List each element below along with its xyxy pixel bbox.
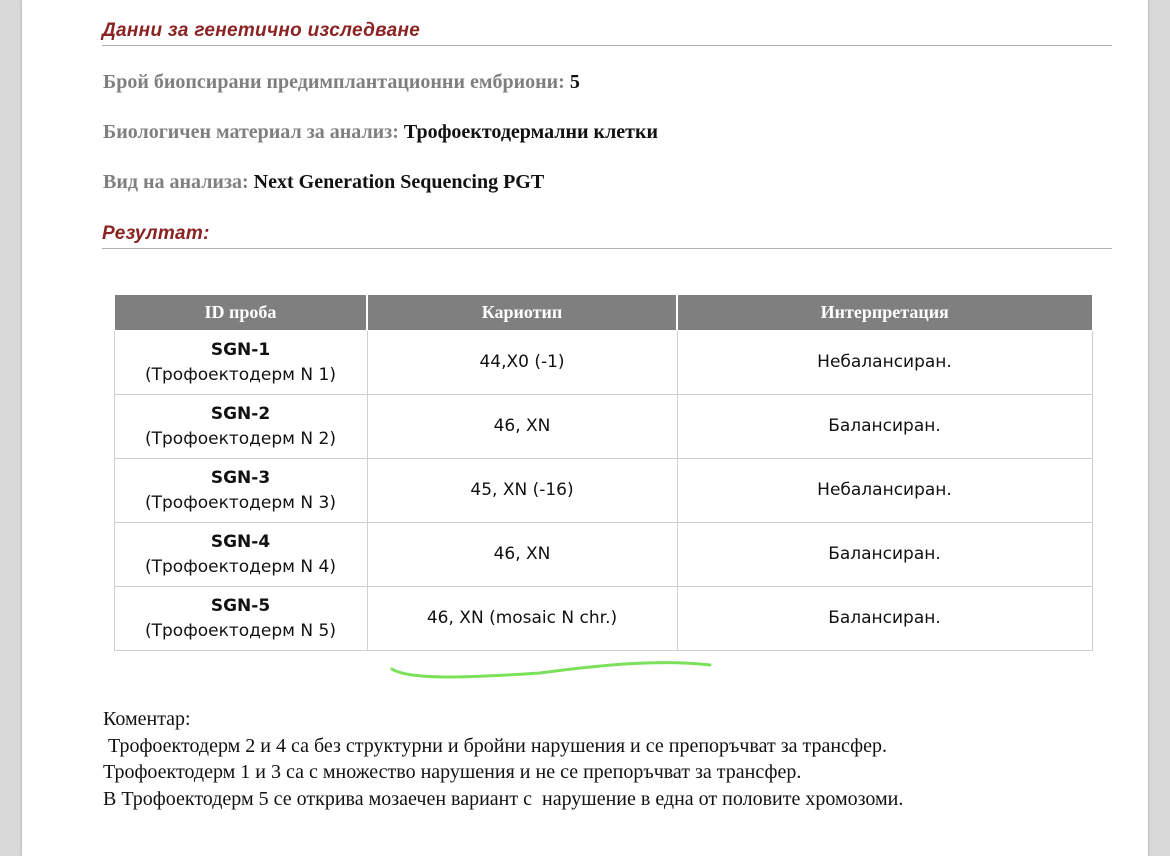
header-interpretation: Интерпретация	[677, 295, 1092, 331]
comment-title: Коментар:	[103, 708, 191, 730]
document-page	[22, 0, 1148, 856]
interpretation-cell: Балансиран.	[677, 587, 1092, 651]
sample-name: (Трофоектодерм N 1)	[145, 364, 336, 385]
sample-cell	[114, 395, 367, 459]
comment-block	[103, 706, 903, 812]
comment-line: В Трофоектодерм 5 се открива мозаечен вариант с нарушение в една от половите хромозоми.	[103, 787, 904, 810]
karyotype-cell: 44,X0 (-1)	[367, 331, 677, 395]
sample-id: SGN-4	[210, 531, 271, 552]
karyotype-cell: 46, XN (mosaic N chr.)	[367, 587, 677, 651]
material-value: Трофоектодермални клетки	[403, 121, 659, 143]
result-title: Резултат:	[102, 223, 1112, 249]
table-row	[114, 523, 1092, 587]
sample-name: (Трофоектодерм N 3)	[145, 492, 336, 513]
material-field	[103, 121, 658, 144]
sample-cell	[114, 523, 367, 587]
material-label: Биологичен материал за анализ:	[103, 121, 399, 143]
analysis-type-field	[103, 171, 544, 194]
karyotype-cell: 45, XN (-16)	[367, 459, 677, 523]
table-row	[114, 395, 1092, 459]
sample-name: (Трофоектодерм N 2)	[145, 428, 336, 449]
header-karyotype: Кариотип	[367, 295, 677, 331]
sample-cell	[114, 587, 367, 651]
embryo-count-field	[103, 71, 580, 94]
sample-id: SGN-1	[210, 339, 271, 360]
sample-cell	[114, 331, 367, 395]
sample-cell	[114, 459, 367, 523]
analysis-type-label: Вид на анализа:	[103, 171, 249, 193]
table-row	[114, 587, 1092, 651]
karyotype-cell: 46, XN	[367, 523, 677, 587]
sample-name: (Трофоектодерм N 5)	[145, 620, 336, 641]
analysis-type-value: Next Generation Sequencing PGT	[253, 171, 545, 193]
table-row	[114, 331, 1092, 395]
green-highlight-underline	[390, 655, 720, 685]
header-id: ID проба	[114, 295, 367, 331]
interpretation-cell: Небалансиран.	[677, 459, 1092, 523]
results-table	[113, 294, 1093, 651]
sample-id: SGN-5	[210, 595, 271, 616]
interpretation-cell: Балансиран.	[677, 523, 1092, 587]
comment-line: Трофоектодерм 2 и 4 са без структурни и бройни нарушения и се препоръчват за трансфер.	[103, 734, 888, 757]
table-header-row	[114, 295, 1092, 331]
sample-id: SGN-2	[210, 403, 271, 424]
embryo-count-label: Брой биопсирани предимплантационни ембриони:	[103, 71, 565, 93]
interpretation-cell: Небалансиран.	[677, 331, 1092, 395]
karyotype-cell: 46, XN	[367, 395, 677, 459]
interpretation-cell: Балансиран.	[677, 395, 1092, 459]
sample-name: (Трофоектодерм N 4)	[145, 556, 336, 577]
comment-line: Трофоектодерм 1 и 3 са с множество нарушения и не се препоръчват за трансфер.	[103, 761, 802, 783]
embryo-count-value: 5	[569, 71, 580, 93]
table-row	[114, 459, 1092, 523]
sample-id: SGN-3	[210, 467, 271, 488]
genetic-data-title: Данни за генетично изследване	[102, 20, 1112, 46]
